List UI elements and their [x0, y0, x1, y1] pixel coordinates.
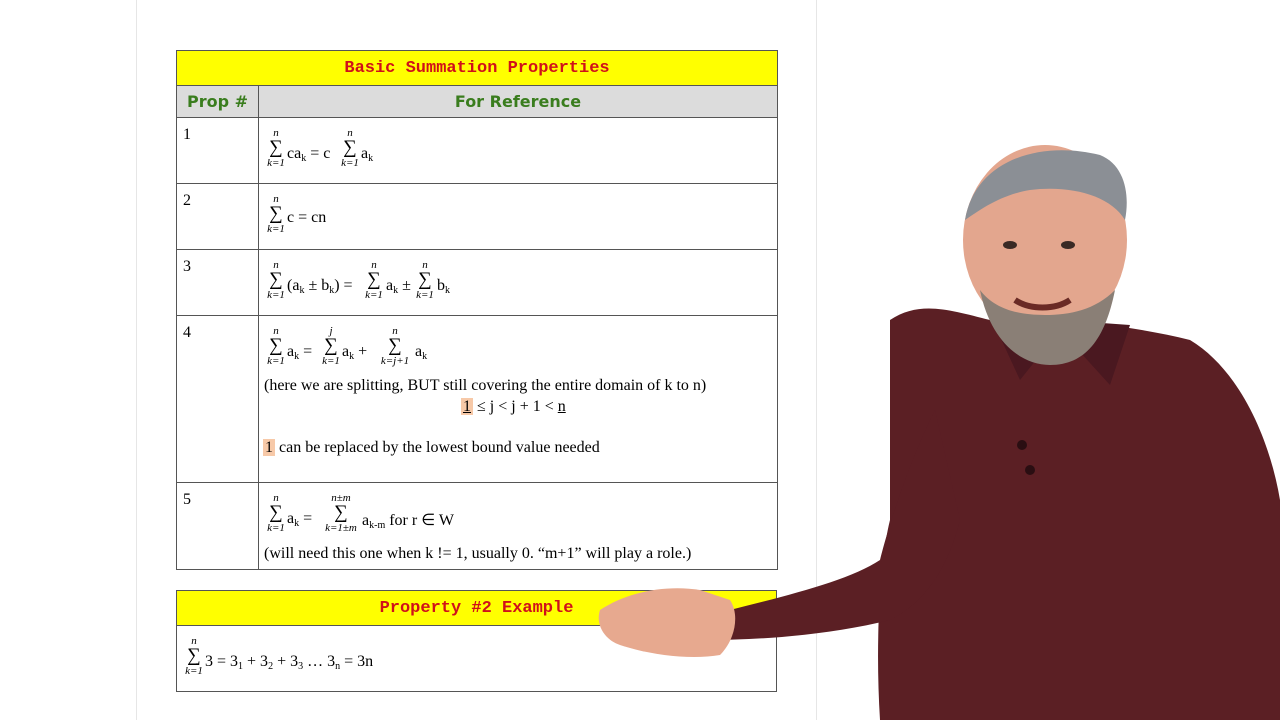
sigma-symbol: n±m ∑ k=1±m: [325, 492, 357, 534]
prop-number: 4: [177, 316, 259, 483]
document-edge-left: [136, 0, 137, 720]
prop-number: 3: [177, 250, 259, 316]
sigma-symbol: n ∑ k=j+1: [380, 325, 410, 367]
example-title: Property #2 Example: [177, 591, 777, 626]
sigma-symbol: n ∑ k=1: [267, 325, 285, 367]
prop-number: 1: [177, 118, 259, 184]
prop-formula-3: n ∑ k=1 $(a_k \pm b_k)$ = n ∑ k=1 $a_k$ ± n ∑ k=1 $b_k$: [259, 250, 778, 316]
table-title: Basic Summation Properties: [177, 51, 778, 86]
column-header-prop: Prop #: [177, 86, 259, 118]
bound-inequality: 1 ≤ j < j + 1 < n: [463, 398, 566, 415]
property-5-note: (will need this one when k != 1, usually 0. “m+1” will play a role.): [264, 545, 692, 562]
example-formula: n ∑ k=1 $3 = 3_1 + 3_2 + 3_3$ … $3_n = 3n$: [177, 626, 777, 692]
prop-formula-2: n ∑ k=1 c = cn: [259, 184, 778, 250]
prop-formula-5: n ∑ k=1 $a_k$ = n±m ∑ k=1±m $a_{k-m}$ for r ∈ W (will need this one when k != 1, usually 0. “m+1” will play a role.): [259, 483, 778, 570]
presenter-figure: [590, 140, 1280, 720]
sigma-symbol: n ∑ k=1: [341, 127, 359, 169]
sigma-symbol: j ∑ k=1: [322, 325, 340, 367]
prop-number: 5: [177, 483, 259, 570]
prop-formula-4: n ∑ k=1 $a_k$ = j ∑ k=1 $a_k$ + n ∑ k=j+1 $a_k$ (here we are splitting, BUT still covering the entire domain of k to n) 1 ≤ j < j + 1 < n 1 can be replaced by the lowest bound value needed: [259, 316, 778, 483]
prop-formula-1: n ∑ k=1 $ca_k = c$ n ∑ k=1 $a_k$: [259, 118, 778, 184]
prop-number: 2: [177, 184, 259, 250]
sigma-symbol: n ∑ k=1: [365, 259, 383, 301]
sigma-symbol: n ∑ k=1: [267, 492, 285, 534]
sigma-symbol: n ∑ k=1: [416, 259, 434, 301]
sigma-symbol: n ∑ k=1: [267, 127, 285, 169]
sigma-symbol: n ∑ k=1: [185, 635, 203, 677]
sigma-symbol: n ∑ k=1: [267, 259, 285, 301]
column-header-reference: For Reference: [259, 86, 778, 118]
sigma-symbol: n ∑ k=1: [267, 193, 285, 235]
replace-note: 1 can be replaced by the lowest bound value needed: [265, 439, 600, 456]
splitting-note: (here we are splitting, BUT still covering the entire domain of k to n): [264, 377, 707, 394]
